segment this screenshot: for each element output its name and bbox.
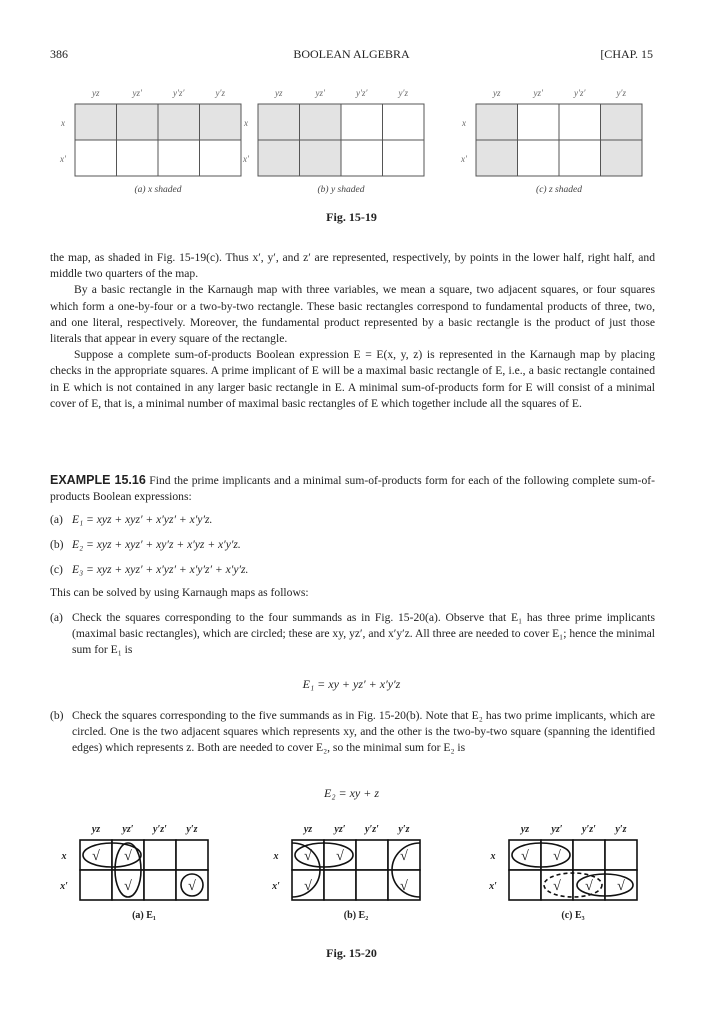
column-label: y′z [215,88,225,98]
map-cell [117,140,159,176]
page-number: 386 [50,47,68,61]
map-cell [605,840,637,870]
column-label: y′z′ [356,88,368,98]
solution-b [50,708,655,756]
map-cell [300,140,342,176]
column-label: yz [92,88,100,98]
solution-a-label: (a) [50,611,63,624]
map-cell [559,104,601,140]
map-cell [117,104,159,140]
row-label: x [61,851,67,862]
map-cell [75,104,117,140]
map-cell [476,140,518,176]
map-cell [476,104,518,140]
row-label: x [244,118,248,128]
map-cell [158,104,200,140]
check-mark: √ [188,879,196,894]
column-label: y′z′ [173,88,185,98]
equation-b: E₂ = xy + z [323,786,380,800]
equation-a: E₁ = xy + yz′ + x′y′z [302,677,401,691]
map-cell [80,870,112,900]
figure-15-20 [0,818,703,940]
map-cell [144,870,176,900]
check-mark: √ [336,849,344,864]
expr-c-text: E₃ = xyz + xyz′ + x′yz′ + x′y′z′ + x′y′z. [72,563,249,576]
map-caption: (b) y shaded [317,185,365,195]
check-mark: √ [400,879,408,894]
map-cell [573,840,605,870]
solve-line: This can be solved by using Karnaugh maps as follows: [50,586,309,599]
solution-b-label: (b) [50,709,64,722]
expr-b-label: (b) [50,538,64,551]
example-heading: EXAMPLE 15.16 [50,473,146,487]
map-cell [341,104,383,140]
check-mark: √ [400,849,408,864]
example-intro-text: Find the prime implicants and a minimal sum-of-products form for each of the following complete sum-of-products Boolean expressions: [50,474,655,503]
check-mark: √ [585,879,593,894]
map-caption: (a) E₁ [132,910,156,921]
check-mark: √ [304,849,312,864]
row-label: x [61,118,65,128]
paragraph-2: By a basic rectangle in the Karnaugh map with three variables, we mean a square, two adjacent squares, or four squares which form a one-by-four or a two-by-two rectangle. These basic rectangles correspond to fundamental products of three, two, and one literal, respectively. Moreover, the fundamental product represented by a basic rectangle is the product of just those literals that appear in every square of the rectangle. [50,283,655,346]
map-caption: (c) E₃ [561,910,585,921]
figure-15-19-label: Fig. 15-19 [326,210,377,224]
map-cell [258,104,300,140]
column-label: y′z [398,88,408,98]
column-label: y′z′ [574,88,586,98]
column-label: yz′ [122,824,134,835]
map-cell [341,140,383,176]
check-mark: √ [553,849,561,864]
map-caption: (a) x shaded [134,185,182,195]
row-label: x′ [272,881,280,892]
map-cell [518,104,560,140]
solution-b-text: Check the squares corresponding to the five summands as in Fig. 15-20(b). Note that E₂ has two prime implicants, which are circled. One is the two adjacent squares which represents xy, and the other is the two-by-two square (spanning the identified edges) which represents z. Both are needed to cover E₂, so the minimal sum for E₂ is [72,709,655,754]
map-cell [176,840,208,870]
check-mark: √ [124,849,132,864]
paragraph-1: the map, as shaded in Fig. 15-19(c). Thus x′, y′, and z′ are represented, respectively, by points in the lower half, right half, and middle two quarters of the map. [50,251,655,281]
row-label: x [273,851,279,862]
column-label: yz′ [334,824,346,835]
column-label: yz [303,824,313,835]
map-cell [200,140,242,176]
map-cell [509,870,541,900]
row-label: x′ [60,881,68,892]
row-label: x′ [461,154,467,164]
expr-b-text: E₂ = xyz + xyz′ + xy′z + x′yz + x′y′z. [72,538,241,551]
expr-c-label: (c) [50,563,63,576]
map-cell [356,870,388,900]
map-cell [383,104,425,140]
map-cell [518,140,560,176]
running-title: BOOLEAN ALGEBRA [293,47,410,61]
figure-15-19 [0,80,703,225]
check-mark: √ [521,849,529,864]
row-label: x [490,851,496,862]
column-label: yz′ [551,824,563,835]
column-label: y′z [186,824,198,835]
column-label: y′z′ [153,824,167,835]
map-cell [559,140,601,176]
check-mark: √ [124,879,132,894]
map-cell [75,140,117,176]
map-cell [144,840,176,870]
check-mark: √ [92,849,100,864]
map-cell [200,104,242,140]
body-text [50,250,655,412]
column-label: y′z [616,88,626,98]
check-mark: √ [617,879,625,894]
column-label: yz′ [132,88,142,98]
map-cell [601,104,643,140]
solution-a-text: Check the squares corresponding to the four summands as in Fig. 15-20(a). Observe that E₁ has three prime implicants (maximal basic rectangles), which are circled; these are xy, yz′, and x′y′z. All three are needed to cover E₁; hence the minimal sum for E₁ is [72,611,655,656]
map-cell [158,140,200,176]
example-intro [50,472,655,505]
row-label: x′ [60,154,66,164]
paragraph-3: Suppose a complete sum-of-products Boolean expression E = E(x, y, z) is represented in the Karnaugh map by placing checks in the appropriate squares. A prime implicant of E will be a maximal basic rectangle of E, i.e., a basic rectangle contained in E which is not contained in any larger basic rectangle in E. A minimal sum-of-products form for E will consist of a minimal cover of E, that is, a minimal number of maximal basic rectangles of E which together include all the squares of E. [50,348,655,410]
map-caption: (b) E₂ [343,910,369,921]
figure-15-20-label: Fig. 15-20 [326,946,377,960]
column-label: yz [520,824,530,835]
column-label: yz′ [533,88,543,98]
expr-c [50,562,655,578]
column-label: y′z [615,824,627,835]
map-cell [383,140,425,176]
expr-b [50,537,655,553]
check-mark: √ [304,879,312,894]
map-cell [300,104,342,140]
map-cell [324,870,356,900]
map-cell [356,840,388,870]
row-label: x′ [243,154,249,164]
column-label: y′z′ [365,824,379,835]
check-mark: √ [553,879,561,894]
column-label: yz [275,88,283,98]
expr-a [50,512,655,528]
row-label: x′ [489,881,497,892]
column-label: yz [493,88,501,98]
column-label: yz [91,824,101,835]
map-caption: (c) z shaded [536,185,582,195]
map-cell [258,140,300,176]
column-label: y′z [398,824,410,835]
column-label: y′z′ [582,824,596,835]
column-label: yz′ [315,88,325,98]
expr-a-label: (a) [50,513,63,526]
solution-a [50,610,655,658]
expr-a-text: E₁ = xyz + xyz′ + x′yz′ + x′y′z. [72,513,213,526]
map-cell [601,140,643,176]
row-label: x [462,118,466,128]
chapter-label: [CHAP. 15 [600,47,653,61]
